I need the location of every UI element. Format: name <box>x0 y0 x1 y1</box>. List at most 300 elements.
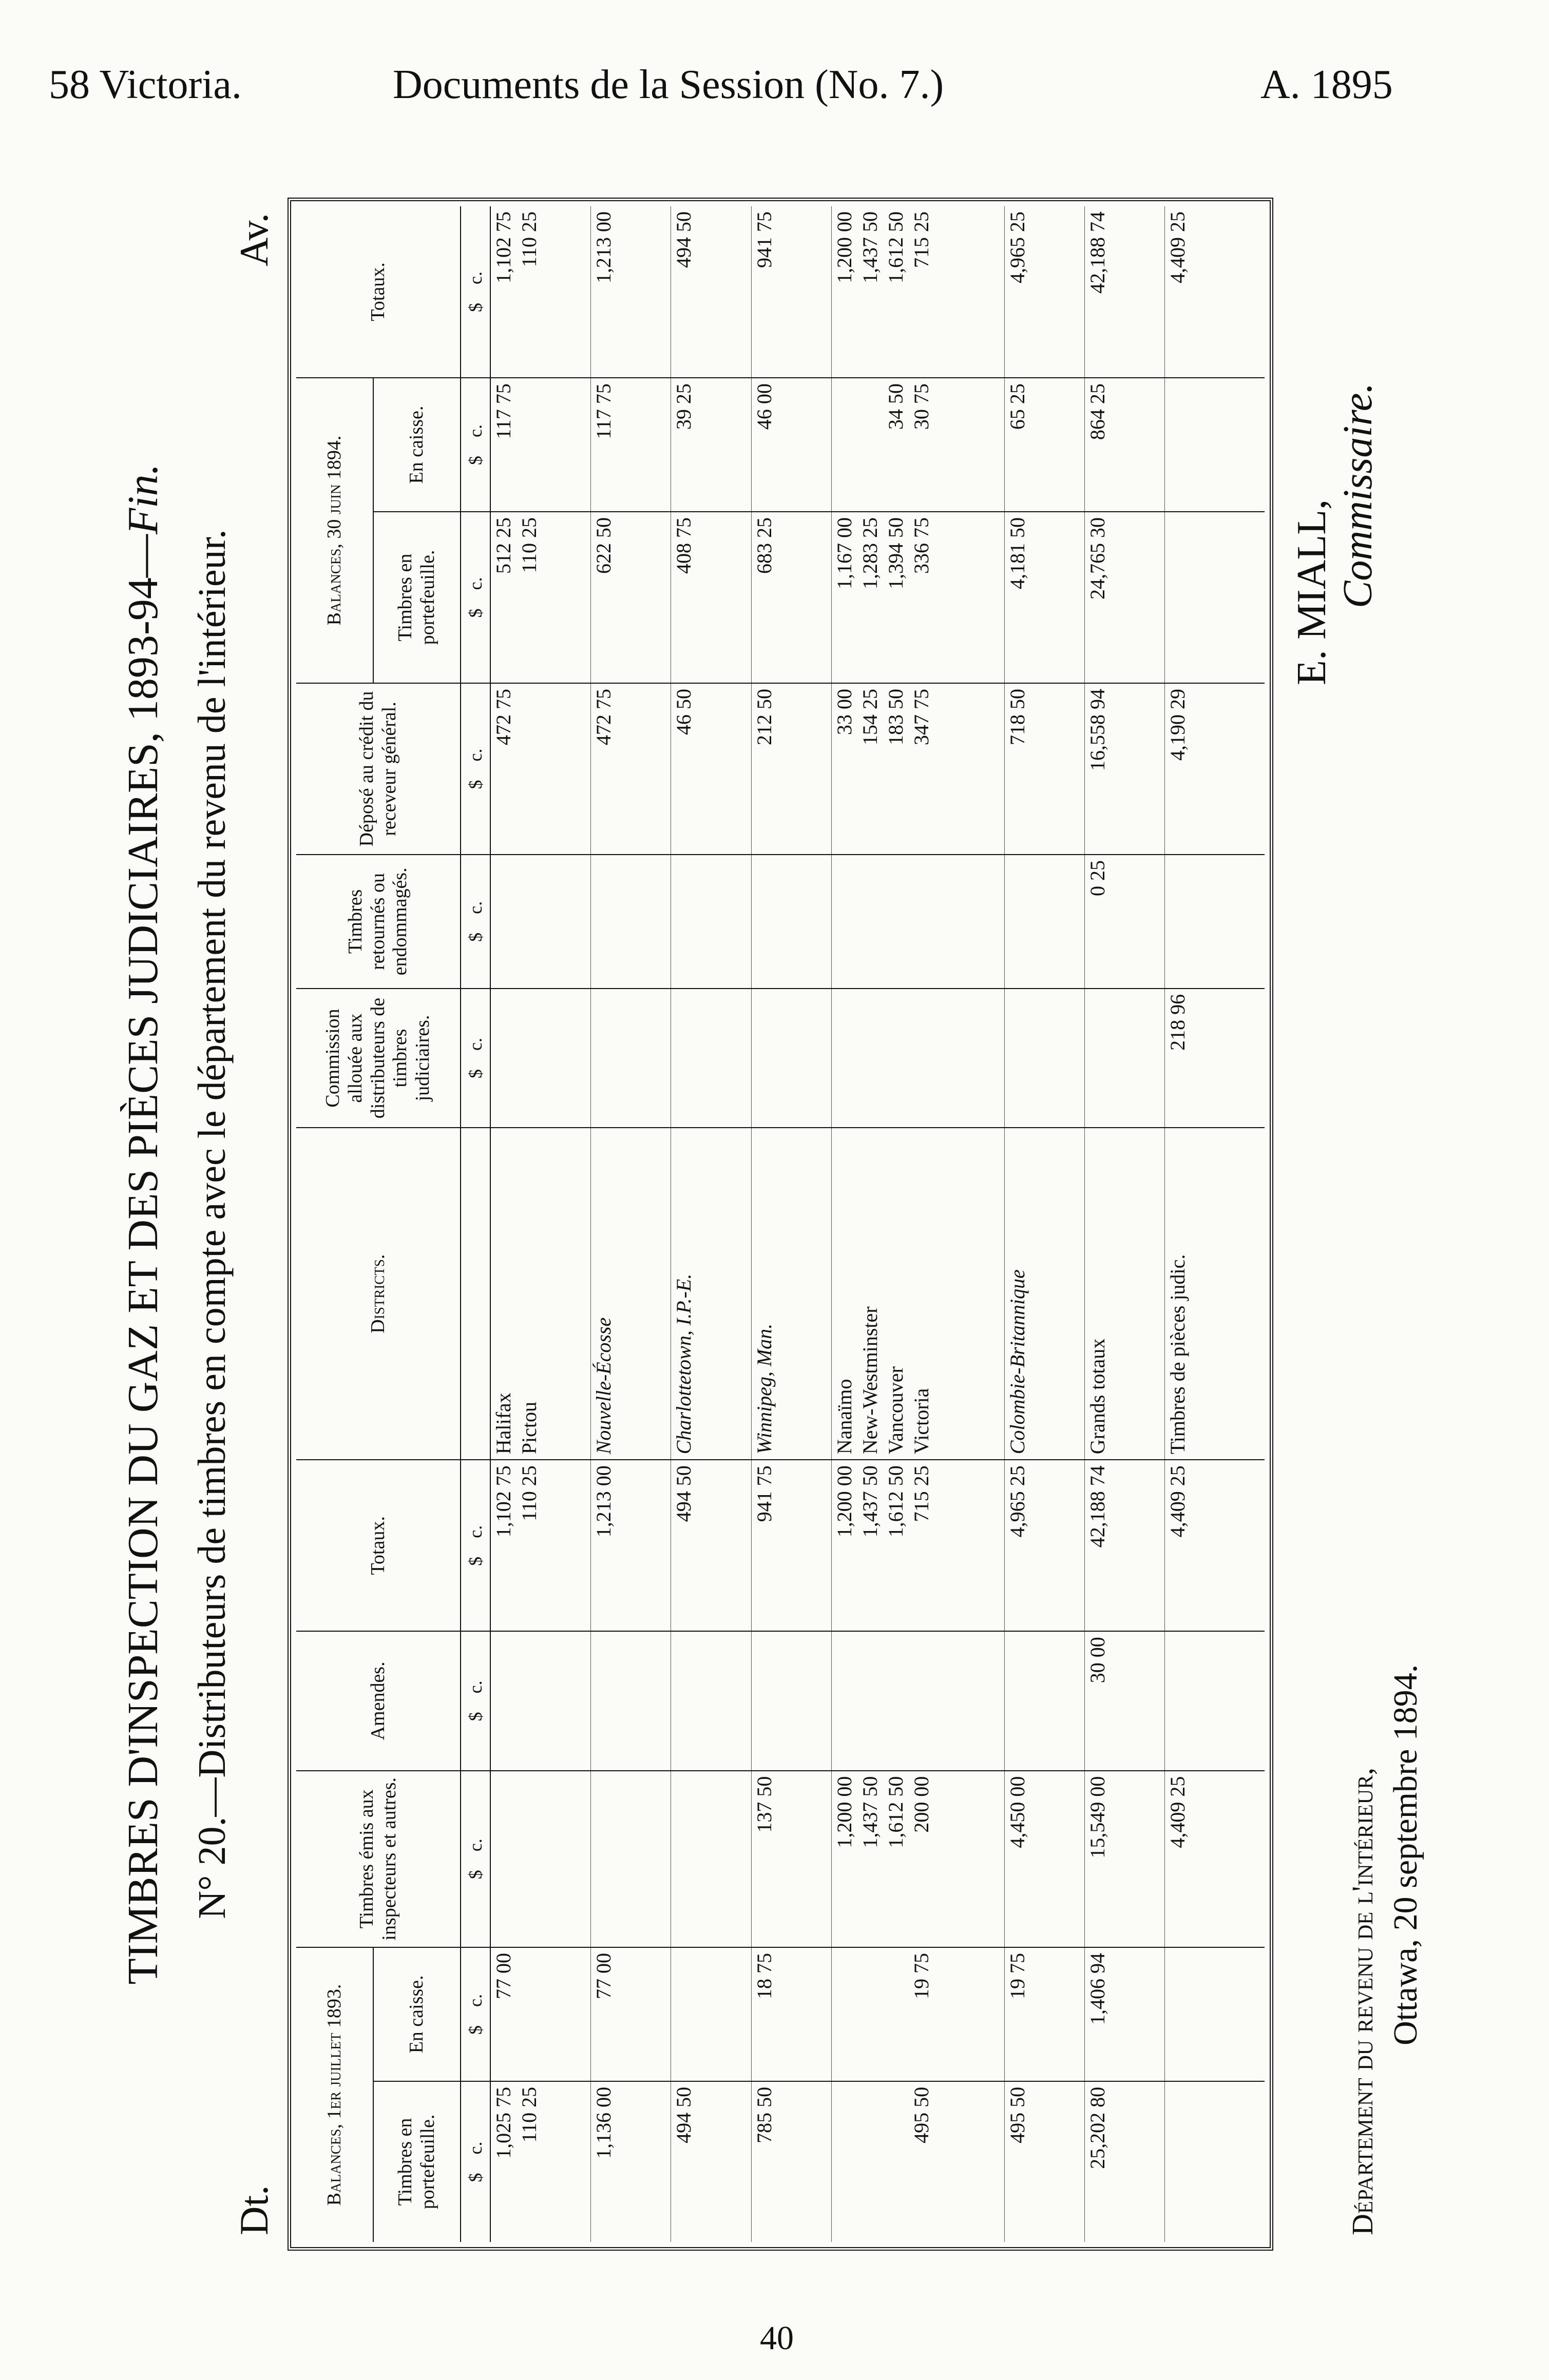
cell-value <box>491 1776 517 1942</box>
cell-value <box>591 994 617 1122</box>
cell-ec1 <box>591 1947 671 2081</box>
cell-ec2 <box>591 378 671 512</box>
cell-amendes <box>1004 1631 1084 1770</box>
col-group-balances-1894: Balances, 30 juin 1894. <box>296 378 373 683</box>
col-en-caisse-1893: En caisse. <box>373 1947 461 2081</box>
cell-value <box>1165 860 1191 983</box>
cell-district <box>1004 1128 1084 1460</box>
cell-district <box>751 1128 831 1460</box>
cell-value <box>883 860 909 983</box>
cell-value: 494 50 <box>672 211 696 268</box>
col-amendes: Amendes. <box>296 1631 461 1770</box>
cell-district <box>1084 1128 1164 1460</box>
unit-dollars: $ <box>465 1069 486 1079</box>
cell-value: 18 75 <box>752 1952 776 1999</box>
cell-ret <box>671 855 751 989</box>
cell-value: 1,406 94 <box>1085 1952 1109 2025</box>
cell-dep <box>1165 683 1265 855</box>
cell-tp2 <box>591 512 671 683</box>
unit-dollars: $ <box>465 932 486 942</box>
cell-comm <box>591 989 671 1128</box>
cell-value: 4,409 25 <box>1166 211 1190 283</box>
cell-value: 15,549 00 <box>1085 1776 1109 1859</box>
cell-value: 1,283 25 <box>858 517 882 589</box>
unit-dollars: $ <box>465 456 486 466</box>
cell-value <box>832 383 857 506</box>
col-totaux-debit: Totaux. <box>296 1460 461 1631</box>
cell-value: 33 00 <box>832 688 856 735</box>
cell-amendes <box>671 1631 751 1770</box>
table-title-fin: Fin. <box>119 463 167 535</box>
header-left: 58 Victoria. <box>49 62 242 107</box>
cell-value: 30 75 <box>909 383 933 430</box>
cell-value: 683 25 <box>752 517 776 574</box>
cell-tp1 <box>671 2081 751 2242</box>
cell-ec2 <box>751 378 831 512</box>
cell-value <box>671 1953 697 2076</box>
ledger-table <box>296 206 1265 2242</box>
rotated-table-sheet <box>113 198 1438 2251</box>
cell-value <box>1085 994 1111 1122</box>
cell-value: 46 50 <box>672 688 696 735</box>
cell-ec2 <box>1084 378 1164 512</box>
cell-tot2 <box>831 206 1004 378</box>
cell-value: 19 75 <box>909 1952 933 1999</box>
cell-value: Victoria <box>909 1388 933 1455</box>
page-number: 40 <box>760 2319 794 2357</box>
cell-value: 4,965 25 <box>1005 211 1029 283</box>
unit-dollars: $ <box>465 2173 486 2182</box>
cell-tot2 <box>1084 206 1164 378</box>
unit-cell-tp1 <box>461 2081 490 2242</box>
cell-comm <box>1165 989 1265 1128</box>
cell-value: 1,200 00 <box>832 211 856 283</box>
cell-district <box>671 1128 751 1460</box>
cell-ec1 <box>1165 1947 1265 2081</box>
cell-value: 4,181 50 <box>1005 517 1029 589</box>
cell-value: Nanaïmo <box>832 1379 856 1455</box>
table-title-text: TIMBRES D'INSPECTION DU GAZ ET DES PIÈCES JUDICIAIRES, 1893-94— <box>119 534 167 1985</box>
cell-value: 42,188 74 <box>1085 1465 1109 1548</box>
cell-value <box>857 2087 883 2237</box>
cell-value <box>752 860 777 983</box>
cell-value: 200 00 <box>909 1776 933 1833</box>
cell-ret <box>591 855 671 989</box>
cell-tp2 <box>751 512 831 683</box>
cell-district <box>1165 1128 1265 1460</box>
cell-value: 1,437 50 <box>858 1776 882 1848</box>
unit-cell-district <box>461 1128 490 1460</box>
cell-value <box>909 860 934 983</box>
cell-value: 212 50 <box>752 688 776 745</box>
cell-value <box>517 1776 542 1942</box>
col-en-caisse-1894: En caisse. <box>373 378 461 512</box>
cell-value: Nouvelle-Écosse <box>592 1317 616 1455</box>
cell-value: Winnipeg, Man. <box>752 1323 776 1455</box>
cell-dep <box>591 683 671 855</box>
table-subtitle: N° 20.—Distributeurs de timbres en compte avec le département du revenu de l'intérieur. <box>190 529 234 1919</box>
unit-cents: c. <box>465 272 486 285</box>
cell-value <box>1165 1953 1191 2076</box>
unit-dollars: $ <box>465 1870 486 1880</box>
cell-value: 864 25 <box>1085 383 1109 440</box>
cell-value: 65 25 <box>1005 383 1029 430</box>
col-totaux-credit: Totaux. <box>296 206 461 378</box>
cell-value <box>909 994 934 1122</box>
cell-comm <box>490 989 591 1128</box>
cell-tot1 <box>751 1460 831 1631</box>
cell-value: 183 50 <box>884 688 907 745</box>
col-commission: Commission allouée aux distributeurs de timbres judiciaires. <box>296 989 461 1128</box>
cell-value: 495 50 <box>909 2086 933 2143</box>
cell-value: 1,200 00 <box>832 1465 856 1538</box>
cell-ret <box>1084 855 1164 989</box>
cell-value: 1,612 50 <box>884 1776 907 1848</box>
table-row <box>1084 206 1164 2242</box>
cell-tp1 <box>490 2081 591 2242</box>
cell-value <box>832 1953 857 2076</box>
cell-value <box>1165 517 1191 678</box>
cell-value <box>883 994 909 1122</box>
cell-ec1 <box>671 1947 751 2081</box>
unit-cell-amendes <box>461 1631 490 1770</box>
cell-emis <box>490 1771 591 1947</box>
cell-value: Halifax <box>492 1392 515 1455</box>
cell-tp2 <box>490 512 591 683</box>
cell-comm <box>751 989 831 1128</box>
cell-value: 1,612 50 <box>884 1465 907 1538</box>
unit-cents: c. <box>465 1839 486 1852</box>
cell-value <box>491 994 517 1122</box>
cell-emis <box>751 1771 831 1947</box>
cell-ec1 <box>490 1947 591 2081</box>
cell-value <box>1165 2087 1191 2237</box>
cell-value: 1,437 50 <box>858 1465 882 1538</box>
cell-value <box>857 994 883 1122</box>
unit-cell-emis <box>461 1771 490 1947</box>
cell-value: 77 00 <box>492 1952 515 1999</box>
ledger-body <box>490 206 1265 2242</box>
cell-value: 117 75 <box>592 383 616 439</box>
cell-value: 24,765 30 <box>1085 517 1109 599</box>
cell-value: 408 75 <box>672 517 696 574</box>
cell-value <box>591 860 617 983</box>
cell-value: 336 75 <box>909 517 933 574</box>
cell-ret <box>490 855 591 989</box>
cell-tot1 <box>1084 1460 1164 1631</box>
cell-value: 110 25 <box>518 2086 541 2143</box>
cell-comm <box>1084 989 1164 1128</box>
cell-value <box>517 1637 542 1765</box>
cell-value: 1,612 50 <box>884 211 907 283</box>
cell-value: 4,190 29 <box>1166 688 1190 761</box>
cell-ret <box>751 855 831 989</box>
cell-value <box>517 994 542 1122</box>
cell-value <box>671 1776 697 1942</box>
cell-tp1 <box>831 2081 1004 2242</box>
unit-cell-ret <box>461 855 490 989</box>
cell-tot1 <box>1165 1460 1265 1631</box>
cell-amendes <box>751 1631 831 1770</box>
header-center: Documents de la Session (No. 7.) <box>393 62 944 107</box>
unit-dollars: $ <box>465 2025 486 2035</box>
table-row <box>751 206 831 2242</box>
cell-tot1 <box>591 1460 671 1631</box>
cell-value <box>671 860 697 983</box>
ledger-frame <box>288 198 1273 2251</box>
debit-label: Dt. <box>232 2185 276 2235</box>
cell-emis <box>671 1771 751 1947</box>
signature-title: Commissaire. <box>1335 382 1381 608</box>
cell-value <box>491 860 517 983</box>
cell-ec2 <box>490 378 591 512</box>
cell-ec2 <box>831 378 1004 512</box>
cell-tp1 <box>1084 2081 1164 2242</box>
cell-comm <box>671 989 751 1128</box>
cell-value <box>517 383 542 506</box>
cell-tp2 <box>1084 512 1164 683</box>
cell-comm <box>831 989 1004 1128</box>
cell-value <box>857 1637 883 1765</box>
cell-value: 1,437 50 <box>858 211 882 283</box>
cell-tot2 <box>1165 206 1265 378</box>
table-title <box>118 198 168 2251</box>
cell-value <box>1165 383 1191 506</box>
cell-value <box>671 1637 697 1765</box>
cell-value: 622 50 <box>592 517 616 574</box>
cell-value: 1,200 00 <box>832 1776 856 1848</box>
cell-value: 110 25 <box>518 1465 541 1521</box>
cell-value: 472 75 <box>592 688 616 745</box>
unit-dollars: $ <box>465 1556 486 1566</box>
cell-emis <box>1165 1771 1265 1947</box>
cell-value: Colombie-Britannique <box>1005 1269 1029 1455</box>
cell-value: 941 75 <box>752 1465 776 1522</box>
table-row <box>1004 206 1084 2242</box>
cell-value <box>857 1953 883 2076</box>
unit-dollars: $ <box>465 303 486 313</box>
cell-district <box>831 1128 1004 1460</box>
cell-amendes <box>1165 1631 1265 1770</box>
cell-tp2 <box>1004 512 1084 683</box>
cell-ret <box>831 855 1004 989</box>
department-name: Département du revenu de l'intérieur, <box>1346 1767 1379 2235</box>
cell-value <box>832 860 857 983</box>
cell-value <box>591 1637 617 1765</box>
cell-tot2 <box>1004 206 1084 378</box>
cell-value: 1,102 75 <box>492 1465 515 1538</box>
cell-value: 1,136 00 <box>592 2086 616 2159</box>
cell-emis <box>1084 1771 1164 1947</box>
cell-value: 42,188 74 <box>1085 211 1109 294</box>
cell-value: 718 50 <box>1005 688 1029 745</box>
cell-value <box>857 383 883 506</box>
cell-value: 1,025 75 <box>492 2086 515 2159</box>
cell-comm <box>1004 989 1084 1128</box>
unit-cents: c. <box>465 2141 486 2155</box>
cell-value: 715 25 <box>909 211 933 268</box>
cell-value: New-Westminster <box>858 1306 882 1455</box>
cell-value <box>909 1637 934 1765</box>
cell-value <box>883 2087 909 2237</box>
cell-value <box>1005 1637 1030 1765</box>
cell-emis <box>831 1771 1004 1947</box>
cell-value <box>857 860 883 983</box>
cell-value <box>752 994 777 1122</box>
cell-value: 117 75 <box>492 383 515 439</box>
cell-value: 4,409 25 <box>1166 1465 1190 1538</box>
unit-cell-comm <box>461 989 490 1128</box>
unit-cents: c. <box>465 1525 486 1538</box>
unit-cell-tp2 <box>461 512 490 683</box>
cell-tp2 <box>831 512 1004 683</box>
cell-tp1 <box>751 2081 831 2242</box>
cell-ec2 <box>1165 378 1265 512</box>
col-timbres-emis: Timbres émis aux inspecteurs et autres. <box>296 1771 461 1947</box>
col-timbres-portefeuille-1893: Timbres en portefeuille. <box>373 2081 461 2242</box>
cell-value <box>832 2087 857 2237</box>
cell-value: 39 25 <box>672 383 696 430</box>
cell-value <box>517 689 542 849</box>
cell-value: 218 96 <box>1166 994 1190 1051</box>
cell-value <box>832 1637 857 1765</box>
unit-dollars: $ <box>465 780 486 789</box>
cell-value: 1,213 00 <box>592 211 616 283</box>
cell-value: 495 50 <box>1005 2086 1029 2143</box>
cell-value: 154 25 <box>858 688 882 745</box>
cell-value: 785 50 <box>752 2086 776 2143</box>
cell-value: 110 25 <box>518 211 541 267</box>
col-retournes: Timbres retournés ou endommagés. <box>296 855 461 989</box>
cell-value: 137 50 <box>752 1776 776 1833</box>
cell-tp2 <box>671 512 751 683</box>
cell-value: 715 25 <box>909 1465 933 1522</box>
signature-name: E. MIALL, <box>1289 499 1334 685</box>
cell-value: 472 75 <box>492 688 515 745</box>
cell-ec1 <box>751 1947 831 2081</box>
cell-value: 4,409 25 <box>1166 1776 1190 1848</box>
cell-value <box>1005 994 1030 1122</box>
unit-cents: c. <box>465 1680 486 1694</box>
cell-value: 1,213 00 <box>592 1465 616 1538</box>
table-row <box>490 206 591 2242</box>
cell-amendes <box>490 1631 591 1770</box>
cell-value <box>517 860 542 983</box>
cell-ec2 <box>671 378 751 512</box>
col-depose: Déposé au crédit du receveur général. <box>296 683 461 855</box>
cell-value: 1,394 50 <box>884 517 907 589</box>
cell-ret <box>1004 855 1084 989</box>
cell-tot2 <box>490 206 591 378</box>
unit-cell-dep <box>461 683 490 855</box>
unit-cents: c. <box>465 1994 486 2007</box>
cell-value: 110 25 <box>518 517 541 573</box>
cell-dep <box>831 683 1004 855</box>
cell-value: 19 75 <box>1005 1952 1029 1999</box>
cell-ec1 <box>831 1947 1004 2081</box>
cell-value: 494 50 <box>672 2086 696 2143</box>
cell-emis <box>1004 1771 1084 1947</box>
unit-cents: c. <box>465 1038 486 1051</box>
cell-value <box>1165 1637 1191 1765</box>
cell-district <box>490 1128 591 1460</box>
cell-tp2 <box>1165 512 1265 683</box>
cell-tot2 <box>751 206 831 378</box>
cell-value: Grands totaux <box>1085 1338 1109 1455</box>
cell-value: 30 00 <box>1085 1637 1109 1684</box>
cell-amendes <box>831 1631 1004 1770</box>
unit-dollars: $ <box>465 1712 486 1721</box>
cell-value: 0 25 <box>1085 860 1109 896</box>
cell-dep <box>751 683 831 855</box>
col-timbres-portefeuille-1894: Timbres en portefeuille. <box>373 512 461 683</box>
cell-value <box>517 1953 542 2076</box>
unit-cell-tot1 <box>461 1460 490 1631</box>
cell-district <box>591 1128 671 1460</box>
cell-dep <box>1084 683 1164 855</box>
cell-value: 1,167 00 <box>832 517 856 589</box>
cell-value: 347 75 <box>909 688 933 745</box>
cell-ec2 <box>1004 378 1084 512</box>
cell-value: 494 50 <box>672 1465 696 1522</box>
cell-dep <box>671 683 751 855</box>
cell-value <box>671 994 697 1122</box>
cell-tot2 <box>591 206 671 378</box>
unit-cell-ec1 <box>461 1947 490 2081</box>
unit-cents: c. <box>465 748 486 762</box>
cell-value: 16,558 94 <box>1085 688 1109 771</box>
cell-value: Pictou <box>518 1402 541 1455</box>
cell-tot1 <box>831 1460 1004 1631</box>
unit-cell-tot2 <box>461 206 490 378</box>
credit-label: Av. <box>232 213 276 266</box>
col-group-balances-1893: Balances, 1er juillet 1893. <box>296 1947 373 2242</box>
table-row <box>671 206 751 2242</box>
unit-cell-ec2 <box>461 378 490 512</box>
cell-value: 25,202 80 <box>1085 2086 1109 2169</box>
cell-value: Vancouver <box>884 1366 907 1455</box>
cell-tot1 <box>671 1460 751 1631</box>
unit-cents: c. <box>465 424 486 438</box>
units-row <box>461 206 490 2242</box>
table-row <box>1165 206 1265 2242</box>
cell-ret <box>1165 855 1265 989</box>
cell-value: 4,450 00 <box>1005 1776 1029 1848</box>
cell-amendes <box>591 1631 671 1770</box>
header-right: A. 1895 <box>1260 62 1393 107</box>
cell-value: 1,102 75 <box>492 211 515 283</box>
cell-value <box>491 1637 517 1765</box>
cell-value <box>752 1637 777 1765</box>
cell-value: Timbres de pièces judic. <box>1166 1254 1190 1455</box>
cell-tot1 <box>1004 1460 1084 1631</box>
cell-tp1 <box>1004 2081 1084 2242</box>
cell-value <box>1005 860 1030 983</box>
cell-amendes <box>1084 1631 1164 1770</box>
cell-value: 512 25 <box>492 517 515 574</box>
cell-ec1 <box>1004 1947 1084 2081</box>
place-date: Ottawa, 20 septembre 1894. <box>1387 1664 1424 2045</box>
col-districts: Districts. <box>296 1128 461 1460</box>
unit-dollars: $ <box>465 608 486 618</box>
cell-value: Charlottetown, I.P.-E. <box>672 1273 696 1455</box>
cell-value: 34 50 <box>884 383 907 430</box>
cell-tot1 <box>490 1460 591 1631</box>
cell-tot2 <box>671 206 751 378</box>
cell-dep <box>1004 683 1084 855</box>
cell-value: 4,965 25 <box>1005 1465 1029 1538</box>
cell-value: 77 00 <box>592 1952 616 1999</box>
